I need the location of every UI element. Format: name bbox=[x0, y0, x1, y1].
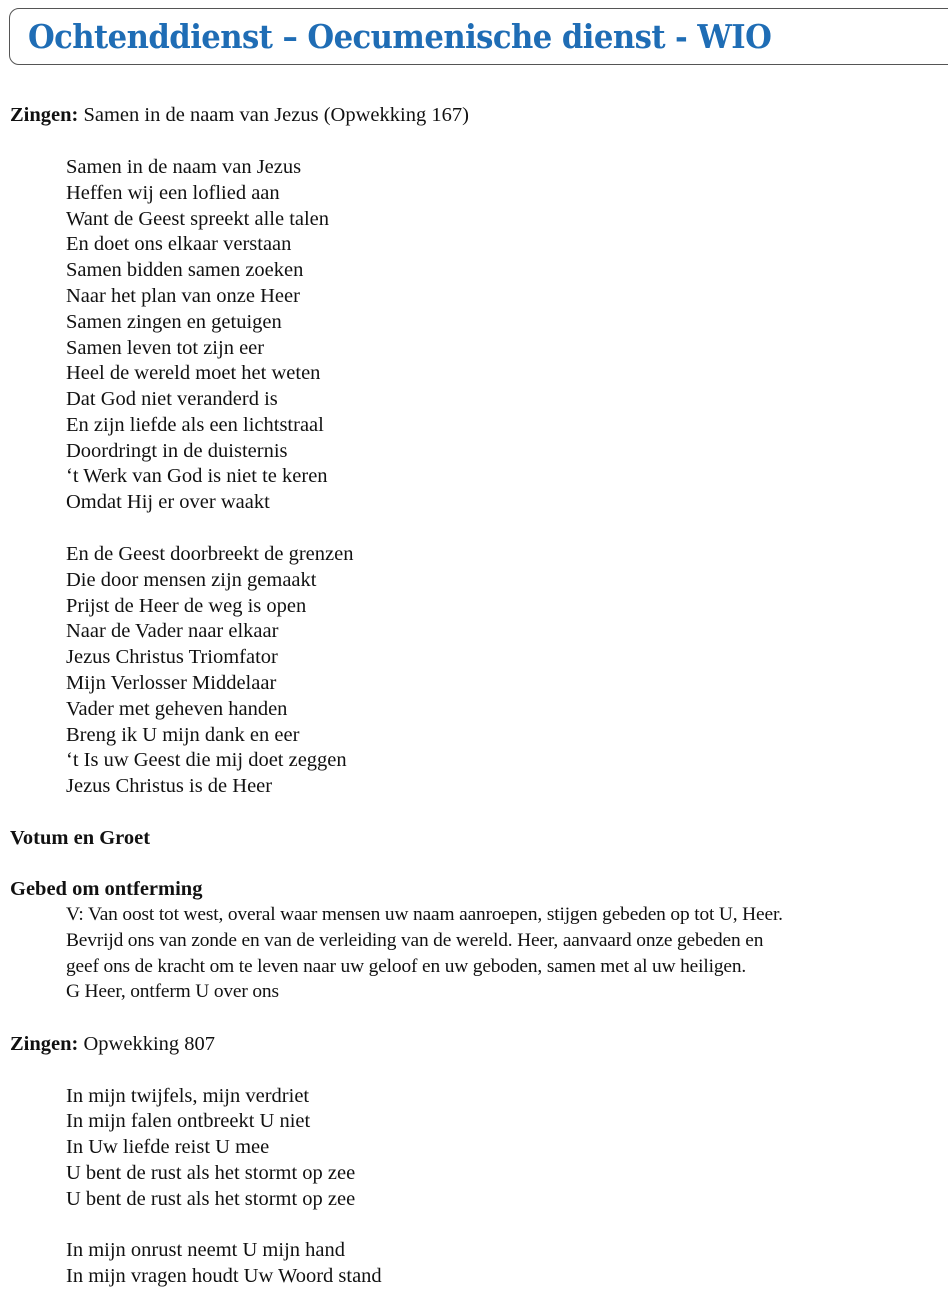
lyric-line: Breng ik U mijn dank en eer bbox=[66, 724, 300, 746]
lyric-line: ‘t Is uw Geest die mij doet zeggen bbox=[66, 749, 347, 771]
lyric-line: Omdat Hij er over waakt bbox=[66, 491, 270, 513]
song-title: Samen in de naam van Jezus (Opwekking 167) bbox=[78, 104, 469, 126]
prayer-line: Bevrijd ons van zonde en van de verleiding van de wereld. Heer, aanvaard onze gebeden en bbox=[66, 930, 764, 951]
prayer-line: G Heer, ontferm U over ons bbox=[66, 981, 279, 1002]
lyric-line: En doet ons elkaar verstaan bbox=[66, 233, 292, 255]
lyric-line: Samen leven tot zijn eer bbox=[66, 337, 265, 359]
song-label: Zingen: bbox=[10, 1033, 79, 1055]
lyric-line: U bent de rust als het stormt op zee bbox=[66, 1188, 356, 1210]
lyric-line: Want de Geest spreekt alle talen bbox=[66, 208, 330, 230]
votum-heading: Votum en Groet bbox=[10, 827, 151, 849]
prayer-line: geef ons de kracht om te leven naar uw geloof en uw geboden, samen met al uw heiligen. bbox=[66, 956, 747, 977]
song-heading-2 bbox=[10, 1031, 215, 1057]
lyric-line: En de Geest doorbreekt de grenzen bbox=[66, 543, 354, 565]
lyric-line: In mijn falen ontbreekt U niet bbox=[66, 1110, 311, 1132]
lyric-line: In mijn vragen houdt Uw Woord stand bbox=[66, 1265, 382, 1287]
song-heading-1 bbox=[10, 102, 469, 128]
lyric-line: Dat God niet veranderd is bbox=[66, 388, 278, 410]
prayer-line: V: Van oost tot west, overal waar mensen uw naam aanroepen, stijgen gebeden op tot U, Heer. bbox=[66, 904, 783, 925]
lyric-line: In mijn twijfels, mijn verdriet bbox=[66, 1085, 310, 1107]
lyric-line: Samen zingen en getuigen bbox=[66, 311, 282, 333]
prayer-heading: Gebed om ontferming bbox=[10, 878, 203, 900]
lyric-line: Heel de wereld moet het weten bbox=[66, 362, 321, 384]
page-title: Ochtenddienst – Oecumenische dienst - WIO bbox=[28, 17, 772, 56]
lyric-line: Mijn Verlosser Middelaar bbox=[66, 672, 277, 694]
lyric-line: In mijn onrust neemt U mijn hand bbox=[66, 1239, 345, 1261]
lyric-line: Doordringt in de duisternis bbox=[66, 440, 288, 462]
lyric-line: Naar de Vader naar elkaar bbox=[66, 620, 279, 642]
lyric-line: Prijst de Heer de weg is open bbox=[66, 595, 307, 617]
lyric-line: In Uw liefde reist U mee bbox=[66, 1136, 270, 1158]
lyric-line: Jezus Christus is de Heer bbox=[66, 775, 273, 797]
lyric-line: Naar het plan van onze Heer bbox=[66, 285, 300, 307]
lyric-line: Samen in de naam van Jezus bbox=[66, 156, 302, 178]
lyric-line: U bent de rust als het stormt op zee bbox=[66, 1162, 356, 1184]
lyric-line: En zijn liefde als een lichtstraal bbox=[66, 414, 324, 436]
lyric-line: Vader met geheven handen bbox=[66, 698, 288, 720]
lyric-line: Jezus Christus Triomfator bbox=[66, 646, 278, 668]
lyric-line: ‘t Werk van God is niet te keren bbox=[66, 465, 328, 487]
song-label: Zingen: bbox=[10, 104, 79, 126]
song-title: Opwekking 807 bbox=[78, 1033, 216, 1055]
lyric-line: Samen bidden samen zoeken bbox=[66, 259, 304, 281]
lyric-line: Die door mensen zijn gemaakt bbox=[66, 569, 317, 591]
lyric-line: Heffen wij een loflied aan bbox=[66, 182, 280, 204]
